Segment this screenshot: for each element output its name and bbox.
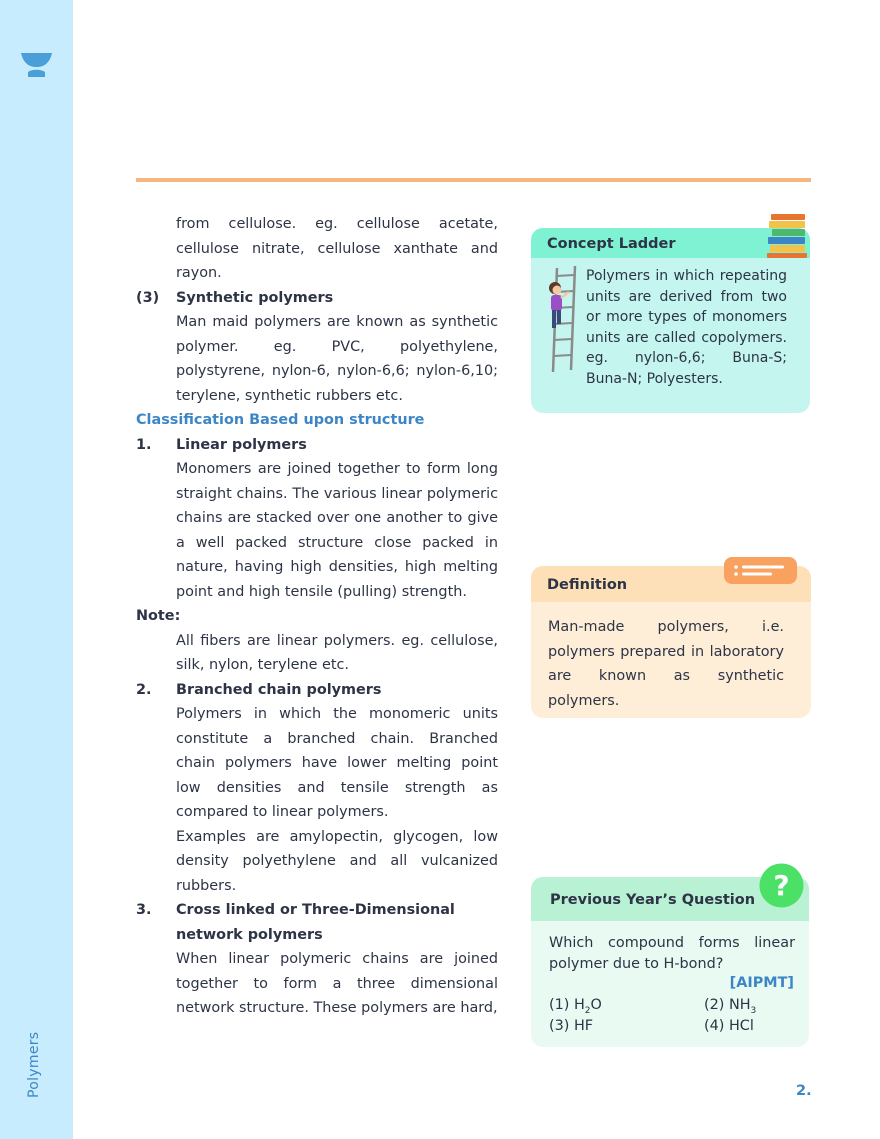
definition-box — [531, 566, 811, 718]
definition-title: Definition — [531, 566, 811, 602]
item-number: (3) — [136, 289, 160, 306]
pyq-source: [AIPMT] — [729, 975, 794, 991]
previous-year-question-box — [531, 869, 809, 1047]
item-linear-polymers — [136, 433, 498, 458]
sidebar — [0, 0, 73, 1139]
continuation-paragraph: from cellulose. eg. cellulose acetate, cellulose nitrate, cellulose xanthate and rayon. — [176, 216, 498, 281]
item-number: 1. — [136, 436, 152, 453]
item-branched-polymers — [136, 678, 498, 703]
page-number: 2. — [796, 1083, 812, 1099]
item-text: Polymers in which the monomeric units constitute a branched chain. Branched chain polymers have lower melting point low densities and tensile strength as compared to linear polymers. — [176, 706, 498, 820]
unacademy-logo-icon — [20, 50, 53, 80]
item-synthetic-polymers — [136, 286, 498, 311]
concept-ladder-title: Concept Ladder — [531, 228, 810, 258]
option-1-text-end: O — [590, 997, 602, 1013]
svg-text:?: ? — [773, 869, 790, 902]
option-1-subscript: 2 — [584, 1005, 591, 1016]
item-title: Cross linked or Three-Dimensional network polymers — [176, 902, 455, 943]
note-text: All fibers are linear polymers. eg. cellulose, silk, nylon, terylene etc. — [176, 632, 498, 673]
subject-label: Polymers — [26, 1031, 42, 1098]
books-icon — [767, 214, 809, 258]
item-examples: Examples are amylopectin, glycogen, low density polyethylene and all vulcanized rubbers. — [176, 828, 498, 894]
item-text: Monomers are joined together to form long straight chains. The various linear polymeric chains are stacked over one another to give a well packed structure close packed in nature, having high densities, high melting point and high tensile (pulling) strength. — [176, 461, 498, 600]
item-number: 2. — [136, 681, 152, 698]
option-4: (4) HCl — [704, 1018, 754, 1034]
item-text: When linear polymeric chains are joined together to form a three dimensional network structure. These polymers are hard, — [176, 951, 498, 1016]
definition-text: Man-made polymers, i.e. polymers prepared in laboratory are known as synthetic polymers. — [548, 619, 784, 709]
note-tag-icon — [724, 557, 797, 584]
option-3: (3) HF — [549, 1018, 594, 1034]
top-divider — [136, 178, 811, 182]
item-text: Man maid polymers are known as synthetic polymer. eg. PVC, polyethylene, polystyrene, nylon-6, nylon-6,6; nylon-6,10; terylene, synthetic rubbers etc. — [176, 314, 498, 404]
item-number: 3. — [136, 902, 152, 918]
note-label: Note: — [136, 608, 181, 624]
section-heading: Classification Based upon structure — [136, 412, 425, 428]
item-title: Linear polymers — [176, 436, 307, 453]
pyq-question: Which compound forms linear polymer due to H-bond? — [549, 935, 795, 972]
concept-ladder-text: Polymers in which repeating units are derived from two or more types of monomers units are called copolymers. eg. nylon-6,6; Buna-S; Buna-N; Polyesters. — [586, 268, 787, 387]
option-2-text: (2) NH — [704, 997, 751, 1013]
option-1-text: (1) H — [549, 997, 585, 1013]
pyq-title: Previous Year’s Question — [531, 877, 809, 921]
option-2-subscript: 3 — [750, 1005, 757, 1016]
question-mark-icon — [759, 863, 804, 908]
main-column — [136, 212, 498, 1021]
ladder-climber-icon — [545, 264, 581, 374]
item-title: Branched chain polymers — [176, 681, 382, 698]
item-cross-linked-polymers — [136, 898, 498, 947]
concept-ladder-box — [531, 228, 810, 413]
item-title: Synthetic polymers — [176, 289, 334, 306]
